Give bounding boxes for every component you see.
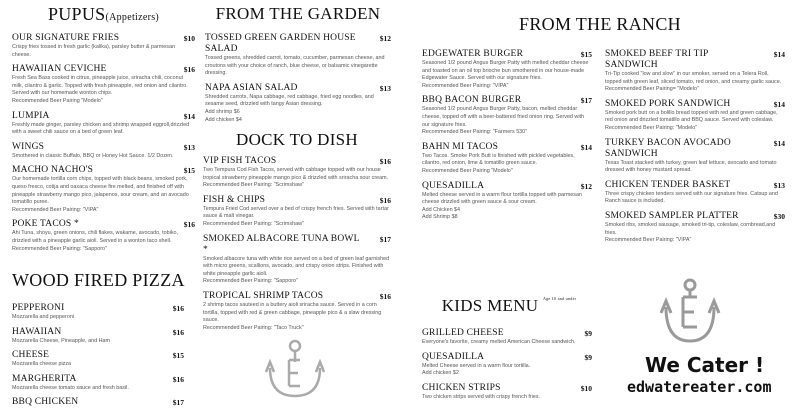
menu-item — [203, 291, 391, 332]
menu-item — [12, 303, 184, 322]
item-price: $9 — [584, 352, 592, 362]
section-title: FROM THE GARDEN — [215, 4, 381, 23]
menu-item — [605, 99, 785, 133]
item-price: $16 — [172, 327, 184, 337]
item-name: BBQ CHICKEN — [12, 397, 79, 408]
item-price: $30 — [773, 211, 785, 221]
item-price: $13 — [379, 83, 391, 93]
title-text: KIDS MENU — [441, 296, 539, 315]
item-name: POKE TACOS * — [12, 219, 79, 230]
item-description: Smothered in classic Buffalo, BBQ or Honey Hot Sauce. 1/2 Dozen. — [12, 152, 174, 159]
item-description: Mozzarella Cheese, Pineapple, and Ham — [12, 337, 110, 344]
item-description: Mozzarella and pepperoni — [12, 314, 75, 320]
item-description: Mozzarella cheese pizza — [12, 361, 72, 368]
item-price: $10 — [183, 34, 195, 43]
item-name: FISH & CHIPS — [203, 194, 266, 205]
menu-item — [12, 165, 195, 214]
menu-item — [422, 328, 592, 347]
item-price: $14 — [773, 138, 785, 148]
item-price: $13 — [773, 180, 785, 190]
item-description: Three crispy chicken tenders served with our signature fries. Catsup and Ranch sauce is included. — [605, 190, 778, 205]
item-description: Everyone's favorite, creamy melted American Cheese sandwich. — [422, 339, 576, 345]
item-name: OUR SIGNATURE FRIES — [12, 33, 120, 43]
website-link[interactable]: edwatereater.com — [627, 378, 772, 396]
section-title: WOOD FIRED PIZZA — [12, 270, 185, 290]
item-name: SMOKED PORK SANDWICH — [605, 98, 731, 109]
menu-item — [422, 181, 592, 222]
item-description: Fresh Sea Bass cooked in citrus, pineapple juice, sriracha chili, coconut milk, cilantro & garlic. Topped with fresh pineapple, red onion and cilantro. Served with our homemade wonton chips. Recommended Beer Pairing "Modelo" — [12, 75, 188, 104]
item-name: VIP FISH TACOS — [203, 156, 277, 166]
item-price: $14 — [580, 142, 592, 152]
menu-item — [205, 33, 391, 78]
section-pizza — [12, 270, 184, 413]
menu-item — [422, 352, 592, 378]
item-name: SMOKED SAMPLER PLATTER — [605, 210, 739, 221]
item-price: $14 — [773, 99, 785, 109]
menu-item — [605, 138, 785, 175]
item-price: $13 — [183, 142, 195, 152]
item-description: Freshly made ginger, parsley chicken and shrimp wrapped eggroll,drizzled with a sweet chili sauce on a bed of green leaf. — [12, 121, 190, 136]
ranch-title: FROM THE RANCH — [519, 14, 681, 34]
title-subtitle: (Appetizers) — [105, 12, 160, 23]
menu-item — [605, 211, 785, 245]
item-name: TOSSED GREEN GARDEN HOUSE SALAD — [205, 33, 356, 54]
item-price: $17 — [172, 398, 184, 408]
title-text: PUPUS — [47, 4, 106, 24]
item-name: BAHN MI TACOS — [422, 141, 499, 152]
section-ranch-left — [422, 49, 592, 227]
item-name: CHICKEN TENDER BASKET — [605, 179, 731, 190]
item-price: $16 — [172, 304, 184, 313]
item-name: EDGEWATER BURGER — [422, 49, 524, 59]
menu-item — [422, 95, 592, 136]
item-description: Seasoned 1/2 pound Angus Burger Patty with melted cheddar cheese and toasted on an oil top brioche bun smothered in our house-made Edgewater Sauce. Served with our signature fries. Recommended Beer Pairing: "VIPA" — [422, 60, 589, 89]
item-description: 2 shrimp tacos sauteed in a buttery aioli sriracha sauce. Served in a corn tortilla, topped with red & green cabbage, pineapple pico & a slaw dressing sauce. Recommended Beer Pairing: "Taco Truck" — [203, 301, 382, 331]
item-name: MACHO NACHO'S — [12, 165, 94, 176]
section-garden — [205, 4, 391, 129]
menu-item — [203, 156, 391, 190]
item-name: SMOKED ALBACORE TUNA BOWL * — [203, 233, 360, 255]
menu-item — [422, 383, 592, 402]
menu-item — [605, 180, 785, 206]
anchor-logo-icon — [657, 277, 723, 347]
item-description: Melted cheese served in a warm flour tortilla topped with parmesan cheese drizzled with green sauce & sour cream. Add Chicken $4 Add Shrimp $8 — [422, 191, 583, 221]
menu-item — [12, 111, 195, 137]
item-name: MARGHERITA — [12, 373, 77, 384]
item-description: Ahi Tuna, shoyu, green onions, chili flakes, wakame, avocado, tobiko, drizzled with a pineapple garlic aioli. Served in a wonton taco shell. Recommended Beer Pairing: "Sapporo" — [12, 230, 179, 252]
item-price: $14 — [773, 50, 785, 59]
menu-item — [203, 195, 391, 229]
item-price: $16 — [379, 157, 391, 166]
item-description: Crispy fries tossed in fresh garlic (kalika), parsley butter & parmesan cheese. — [12, 44, 175, 58]
menu-item — [12, 64, 195, 105]
item-price: $16 — [183, 220, 195, 230]
section-title — [12, 4, 195, 25]
title-subtitle: Age 10 and under — [542, 296, 577, 301]
item-name: HAWAIIAN — [12, 326, 62, 337]
item-price: $15 — [580, 50, 592, 59]
item-price: $10 — [580, 383, 592, 393]
item-name: CHEESE — [12, 350, 50, 361]
section-dock — [203, 130, 391, 337]
item-description: Two Tempura Cod Fish Tacos, served with cabbage topped with our house tropical strawberry pineapple mango pico & drizzled with sriracha sour cream. Recommended Beer Pairing: "Scrimshaw" — [203, 167, 389, 189]
item-description: Our homemade tortilla corn chips, topped with black beans, smoked pork, queso fresco, cotija and oaxaca cheese fire melted, and finished off with pineapple strawberry mango pico, jalapenos, sour cream, and an avocado tomatillo puree. Recommended Beer Pairing: "VIPA" — [12, 176, 189, 213]
menu-item — [205, 83, 391, 124]
item-description: Two Tacos. Smoke Pork Butt is finished with pickled vegetables, cilantro, red onion, lime & tomatillo green sauce. Recommended Beer Pairing "Modelo" — [422, 152, 575, 174]
menu-item — [605, 49, 785, 94]
menu-item — [12, 374, 184, 393]
item-description: Mozzarella cheese tomato sauce and fresh basil. — [12, 384, 129, 391]
item-name: LUMPIA — [12, 110, 50, 121]
item-description: Smoked pork butt on a bolillo bread topped with red and green cabbage, red onion and drizzled tomatillo and BBQ sauce. Served with coleslaw. Recommended Beer Pairing: "Modelo" — [605, 109, 778, 131]
item-description: Tossed greens, shredded carrot, tomato, cucumber, parmesan cheese, and croutons with your choice of ranch, blue cheese, or balsamic vinegarette dressing. — [205, 55, 385, 77]
item-price: $17 — [379, 234, 391, 244]
item-price: $15 — [183, 166, 195, 176]
item-description: Tempura Fried Cod served over a bed of crispy french fries. Served with tartar sauce & malt vinegar. Recommended Beer Pairing: "Scrimshaw" — [203, 205, 389, 227]
item-name: CHICKEN STRIPS — [422, 382, 501, 393]
menu-item — [12, 350, 184, 369]
we-cater-text: We Cater ! — [645, 353, 765, 377]
item-description: Texas Toast stacked with turkey, green leaf lettuce, avocado and tomato dressed with honey mustard spread. — [605, 159, 777, 174]
item-name: NAPA ASIAN SALAD — [205, 82, 298, 93]
item-description: Shredded carrots, Napa cabbage, red cabbage, fried egg noodles, and sesame seed, drizzled with tangy Asian dressing. Add shrimp $6 Add chicken $4 — [205, 93, 374, 123]
item-price: $16 — [379, 195, 391, 205]
item-price: $12 — [379, 34, 391, 43]
anchor-logo-icon — [262, 338, 328, 400]
item-name: TROPICAL SHRIMP TACOS — [203, 290, 324, 301]
menu-item — [422, 49, 592, 90]
item-name: WINGS — [12, 141, 45, 152]
item-description: Tri-Tip cooked "low and slow" in our smoker, served on a Telera Roll, topped with green leaf, sliced tomato, red onion, and creamy garlic sauce. Recommended Beer Pairing= "Modelo" — [605, 71, 782, 93]
menu-item — [12, 327, 184, 346]
item-price: $9 — [584, 329, 592, 338]
item-description: Smoked albacore tuna with white rice served on a bed of green leaf garnished with micro greens, scallions, avocado, and crispy onion strips. Finished with white pineapple garlic aioli. Recommended Beer Pairing: "Sapporo" — [203, 255, 390, 285]
item-price: $14 — [183, 111, 195, 121]
item-description: Seasoned 1/2 pound Angus Burger Patty, bacon, melted cheddar cheese, topped off with a beer-battered fried onion ring. Served with our signature fries. Recommended Beer Pairing: "Farmers 530" — [422, 106, 585, 136]
item-name: TURKEY BACON AVOCADO SANDWICH — [605, 137, 731, 159]
menu-item — [422, 142, 592, 176]
menu-item — [12, 219, 195, 253]
item-price: $12 — [580, 181, 592, 191]
item-price: $16 — [379, 291, 391, 301]
item-name: BBQ BACON BURGER — [422, 95, 522, 106]
section-title — [422, 296, 592, 316]
item-price: $16 — [172, 374, 184, 384]
section-title: DOCK TO DISH — [236, 130, 358, 149]
item-name: QUESADILLA — [422, 180, 485, 191]
item-price: $17 — [580, 96, 592, 106]
item-description: Melted Cheese served in a warm flour tortilla. Add chicken $2 — [422, 362, 531, 377]
item-name: SMOKED BEEF TRI TIP SANDWICH — [605, 49, 709, 70]
item-name: GRILLED CHEESE — [422, 328, 504, 338]
item-name: QUESADILLA — [422, 351, 485, 362]
item-price: $15 — [172, 351, 184, 361]
item-name: PEPPERONI — [12, 303, 65, 313]
menu-item — [12, 397, 184, 408]
item-description: Smoked ribs, smoked sausage, smoked tri-tip, coleslaw, cornbread,and fries. Recommended Beer Pairing: "VIPA" — [605, 221, 776, 244]
item-name: HAWAIIAN CEVICHE — [12, 64, 107, 75]
menu-item — [203, 234, 391, 286]
item-price: $16 — [183, 65, 195, 75]
section-ranch-right — [605, 49, 785, 250]
section-pupus — [12, 4, 195, 258]
menu-item — [12, 142, 195, 161]
section-kids — [422, 296, 592, 406]
item-description: Two chicken strips served with crispy french fries. — [422, 393, 541, 400]
menu-item — [12, 33, 195, 59]
